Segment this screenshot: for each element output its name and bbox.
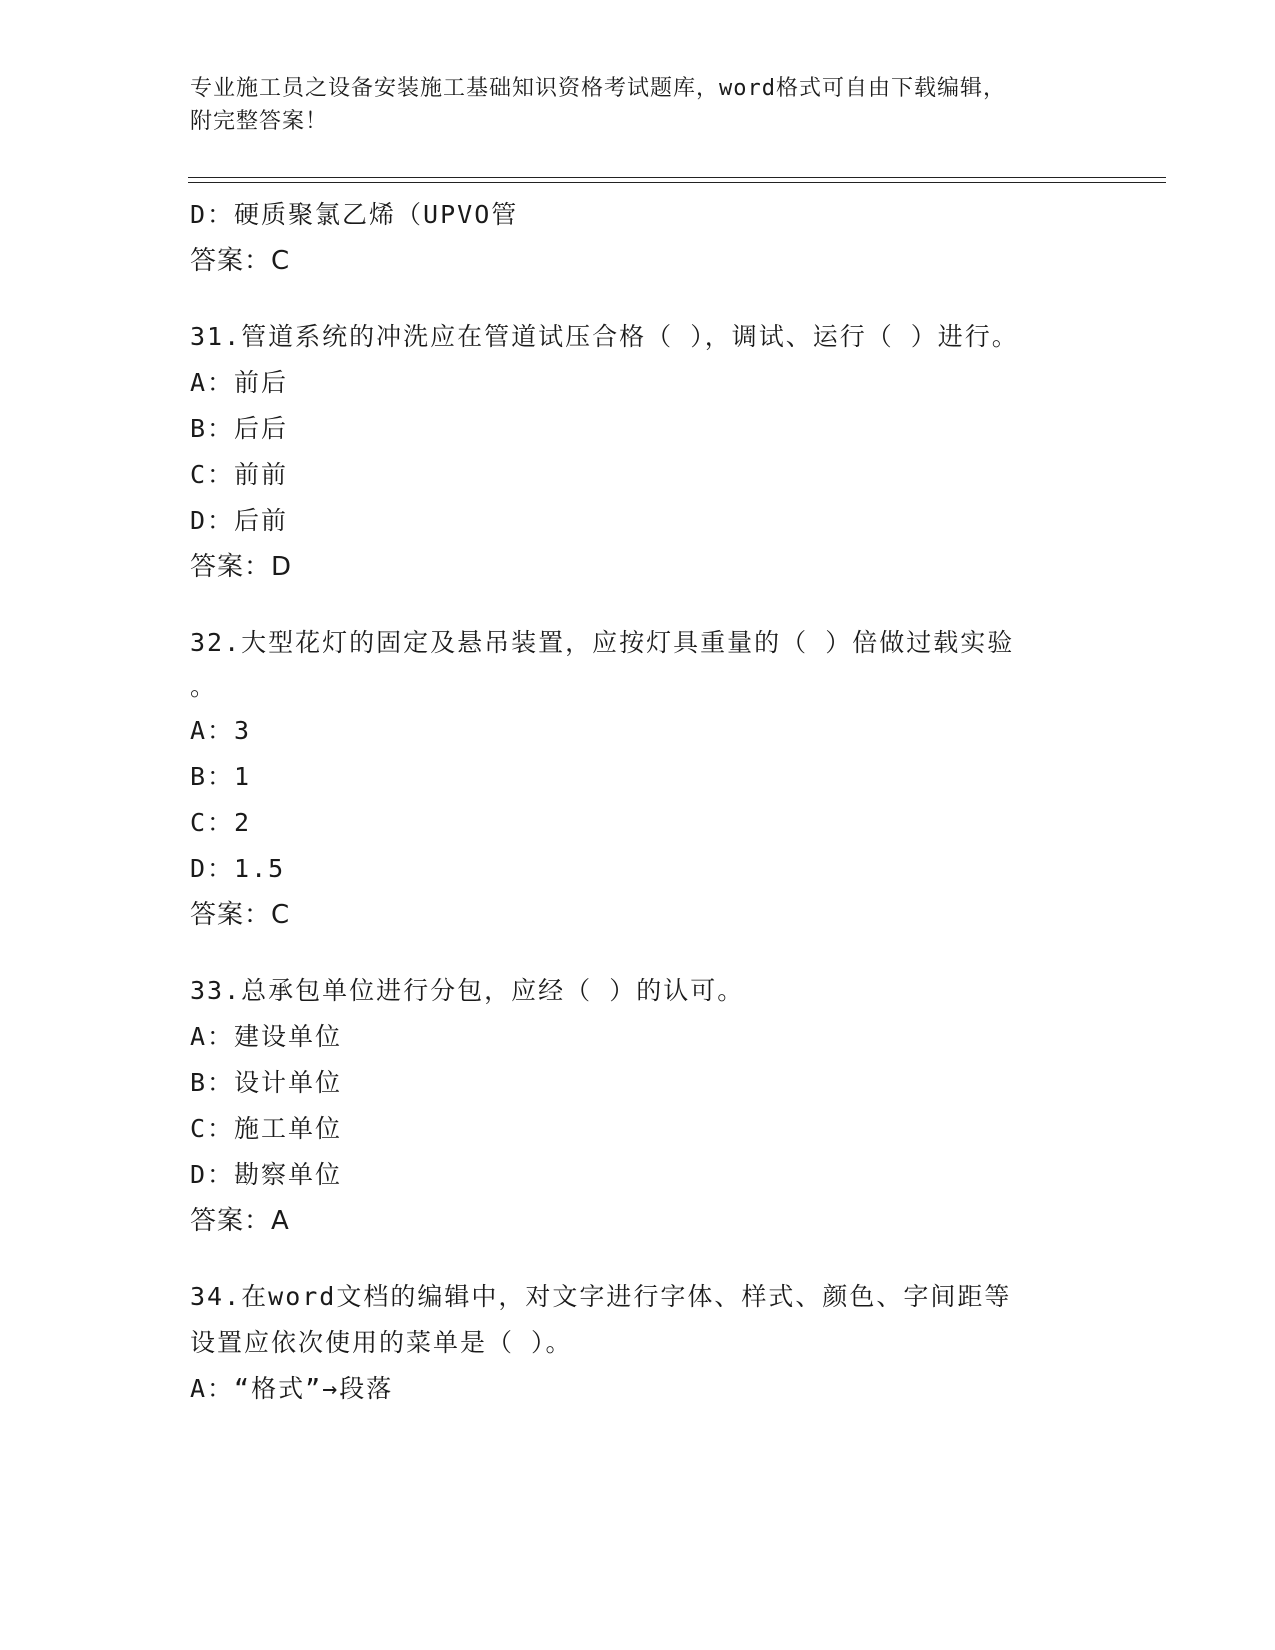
option-c: C：前前 [190,460,289,489]
question-text-continuation: 。 [190,672,218,701]
spacer [190,938,1090,968]
option-c: C：施工单位 [190,1114,343,1143]
header-divider-bottom [188,182,1166,183]
option-b: B：1 [190,762,252,791]
spacer [190,1244,1090,1274]
prev-option-d: D：硬质聚氯乙烯（UPVO管 [190,200,519,229]
option-a: A：建设单位 [190,1022,343,1051]
question-text: 33.总承包单位进行分包，应经（ ）的认可。 [190,976,745,1005]
spacer [190,590,1090,620]
question-text: 34.在word文档的编辑中，对文字进行字体、样式、颜色、字间距等 [190,1282,1012,1311]
option-c: C：2 [190,808,252,837]
question-text: 32.大型花灯的固定及悬吊装置，应按灯具重量的（ ）倍做过载实验 [190,628,1015,657]
question-31 [190,314,1090,590]
question-text: 31.管道系统的冲洗应在管道试压合格（ ），调试、运行（ ）进行。 [190,322,1019,351]
header-divider-top [188,177,1166,178]
prev-answer: 答案：C [190,246,291,276]
question-text-continuation: 设置应依次使用的菜单是（ ）。 [190,1328,573,1357]
option-b: B：设计单位 [190,1068,343,1097]
header-line-1: 专业施工员之设备安装施工基础知识资格考试题库，word格式可自由下载编辑， [190,76,1006,101]
option-d: D：后前 [190,506,289,535]
option-d: D：1.5 [190,854,286,883]
option-a: A：“格式”→段落 [190,1374,394,1403]
question-34 [190,1274,1090,1412]
option-d: D：勘察单位 [190,1160,343,1189]
answer: 答案：C [190,900,291,930]
question-list [190,192,1090,1412]
option-b: B：后后 [190,414,289,443]
answer: 答案：D [190,552,293,582]
option-a: A：3 [190,716,252,745]
answer: 答案：A [190,1206,290,1236]
header-line-2: 附完整答案！ [190,109,329,134]
question-33 [190,968,1090,1244]
question-32 [190,620,1090,938]
document-header [190,72,1070,138]
option-a: A：前后 [190,368,289,397]
spacer [190,284,1090,314]
